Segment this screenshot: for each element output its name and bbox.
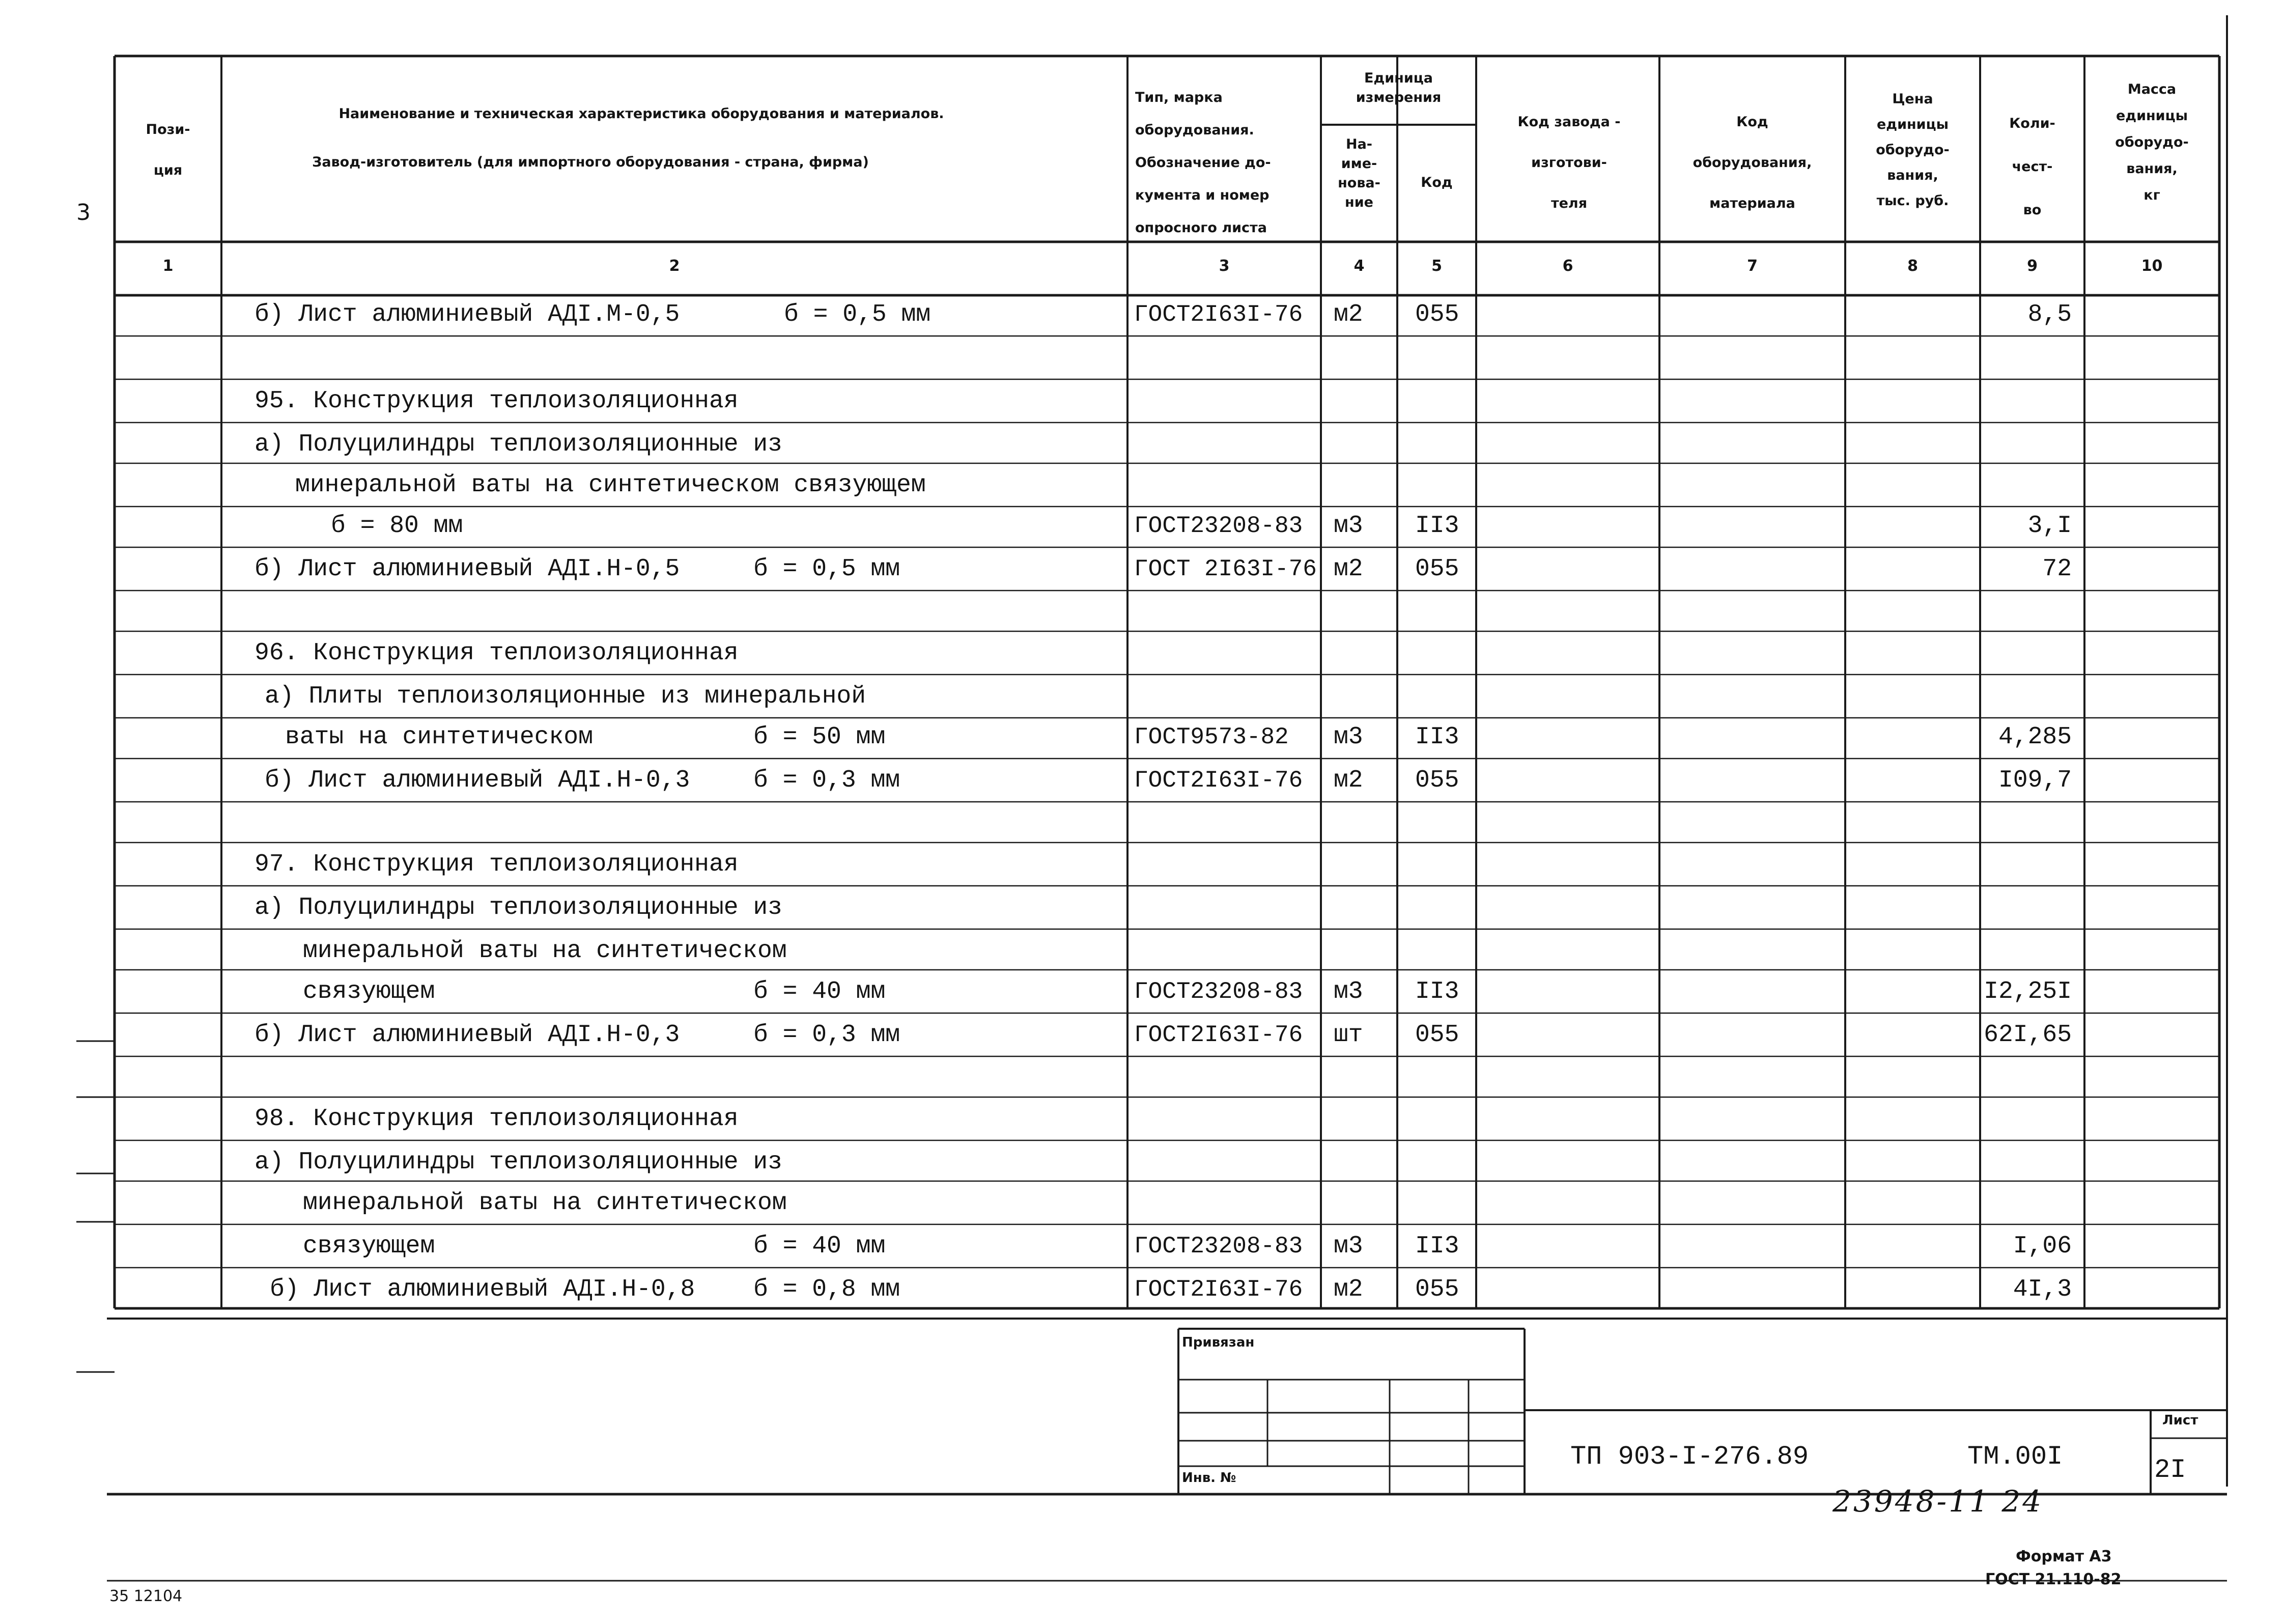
item-name: б) Лист алюминиевый АДI.Н-0,5: [255, 555, 680, 583]
item-document: ГОСТ23208-83: [1134, 1233, 1303, 1259]
item-name: минеральной ваты на синтетическом связующем: [295, 471, 926, 499]
item-document: ГОСТ2I63I-76: [1134, 1276, 1303, 1303]
item-code: 055: [1415, 767, 1459, 794]
header-material-code: Код оборудования, материала: [1693, 114, 1812, 211]
item-name: ваты на синтетическом: [285, 723, 593, 751]
item-name: б) Лист алюминиевый АДI.Н-0,3: [265, 767, 690, 794]
item-unit: м3: [1334, 723, 1363, 751]
item-code: II3: [1415, 723, 1459, 751]
header-name-line2: Завод-изготовитель (для импортного оборудования - страна, фирма): [312, 154, 869, 170]
item-document: ГОСТ23208-83: [1134, 978, 1303, 1005]
item-name: 97. Конструкция теплоизоляционная: [255, 851, 739, 878]
item-unit: шт: [1334, 1021, 1363, 1049]
item-unit: м3: [1334, 978, 1363, 1005]
item-name: минеральной ваты на синтетическом: [303, 1189, 787, 1217]
document-code: ТП 903-I-276.89: [1570, 1442, 1809, 1472]
item-thickness: б = 40 мм: [753, 978, 886, 1005]
item-document: ГОСТ2I63I-76: [1134, 301, 1303, 328]
column-number: 6: [1562, 257, 1573, 275]
item-document: ГОСТ 2I63I-76: [1134, 556, 1317, 582]
header-position: Пози- ция: [146, 122, 190, 178]
margin-mark: 3: [76, 200, 91, 226]
item-code: II3: [1415, 1233, 1459, 1260]
item-thickness: б = 50 мм: [753, 723, 886, 751]
column-number: 4: [1354, 257, 1365, 275]
column-number: 10: [2141, 257, 2163, 275]
item-quantity: 72: [2042, 555, 2072, 583]
item-document: ГОСТ9573-82: [1134, 724, 1289, 750]
sheet-number: 2I: [2154, 1455, 2186, 1485]
item-thickness: б = 0,5 мм: [753, 555, 900, 583]
item-quantity: I,06: [2013, 1233, 2072, 1260]
item-thickness: б = 0,3 мм: [753, 767, 900, 794]
sheet-label: Лист: [2162, 1413, 2198, 1428]
format-label: Формат А3: [2016, 1548, 2112, 1565]
item-unit: м3: [1334, 512, 1363, 540]
linked-label: Привязан: [1182, 1335, 1255, 1350]
document-section: ТМ.00I: [1967, 1442, 2063, 1472]
item-name: связующем: [303, 978, 435, 1005]
item-name: 95. Конструкция теплоизоляционная: [255, 387, 739, 415]
header-quantity: Коли- чест- во: [2009, 116, 2055, 218]
column-number: 3: [1219, 257, 1230, 275]
item-unit: м2: [1334, 1276, 1363, 1303]
item-thickness: б = 0,5 мм: [784, 301, 931, 328]
item-name: минеральной ваты на синтетическом: [303, 937, 787, 965]
header-plant-code: Код завода - изготови- теля: [1517, 114, 1621, 211]
item-name: связующем: [303, 1233, 435, 1260]
item-quantity: I09,7: [1998, 767, 2072, 794]
header-name-line1: Наименование и техническая характеристика оборудования и материалов.: [339, 106, 944, 122]
column-number: 7: [1747, 257, 1758, 275]
item-name: б) Лист алюминиевый АДI.Н-0,8: [270, 1276, 695, 1303]
item-name: б) Лист алюминиевый АДI.М-0,5: [255, 301, 680, 328]
column-number: 9: [2027, 257, 2038, 275]
item-thickness: б = 40 мм: [753, 1233, 886, 1260]
item-name: а) Полуцилиндры теплоизоляционные из: [255, 431, 782, 458]
item-unit: м2: [1334, 555, 1363, 583]
column-number: 8: [1907, 257, 1918, 275]
item-quantity: 62I,65: [1984, 1021, 2072, 1049]
item-code: 055: [1415, 301, 1459, 328]
item-unit: м2: [1334, 301, 1363, 328]
header-price: Цена единицы оборудо- вания, тыс. руб.: [1876, 91, 1950, 209]
item-unit: м2: [1334, 767, 1363, 794]
item-unit: м3: [1334, 1233, 1363, 1260]
print-code: 35 12104: [109, 1587, 183, 1605]
item-name: б) Лист алюминиевый АДI.Н-0,3: [255, 1021, 680, 1049]
inventory-label: Инв. №: [1182, 1470, 1236, 1486]
item-name: а) Полуцилиндры теплоизоляционные из: [255, 894, 782, 921]
item-thickness: б = 0,8 мм: [753, 1276, 900, 1303]
column-number: 2: [669, 257, 680, 275]
item-name: а) Полуцилиндры теплоизоляционные из: [255, 1149, 782, 1176]
header-unit-name: На- име- нова- ние: [1338, 136, 1380, 210]
item-quantity: I2,25I: [1984, 978, 2072, 1005]
item-code: 055: [1415, 1276, 1459, 1303]
column-number: 5: [1431, 257, 1442, 275]
item-name: 98. Конструкция теплоизоляционная: [255, 1105, 739, 1133]
item-thickness: б = 0,3 мм: [753, 1021, 900, 1049]
item-document: ГОСТ2I63I-76: [1134, 1022, 1303, 1048]
item-document: ГОСТ2I63I-76: [1134, 767, 1303, 794]
header-type: Тип, марка оборудования. Обозначение до- кумента и номер опросного листа: [1135, 90, 1271, 236]
header-unit-code: Код: [1421, 175, 1453, 190]
item-code: 055: [1415, 555, 1459, 583]
item-thickness: б = 80 мм: [331, 512, 463, 540]
gost-label: ГОСТ 21.110-82: [1985, 1571, 2122, 1588]
item-code: 055: [1415, 1021, 1459, 1049]
item-name: 96. Конструкция теплоизоляционная: [255, 639, 739, 667]
header-unit-group: Единица измерения: [1356, 70, 1442, 105]
item-quantity: 3,I: [2027, 512, 2072, 540]
item-document: ГОСТ23208-83: [1134, 513, 1303, 539]
item-name: а) Плиты теплоизоляционные из минеральной: [265, 683, 866, 710]
item-code: II3: [1415, 978, 1459, 1005]
handwritten-number: 23948-11 24: [1832, 1484, 2044, 1519]
item-quantity: 4I,3: [2013, 1276, 2072, 1303]
item-code: II3: [1415, 512, 1459, 540]
item-quantity: 8,5: [2027, 301, 2072, 328]
header-mass: Масса единицы оборудо- вания, кг: [2115, 81, 2189, 203]
item-quantity: 4,285: [1998, 723, 2072, 751]
column-number: 1: [162, 257, 174, 275]
